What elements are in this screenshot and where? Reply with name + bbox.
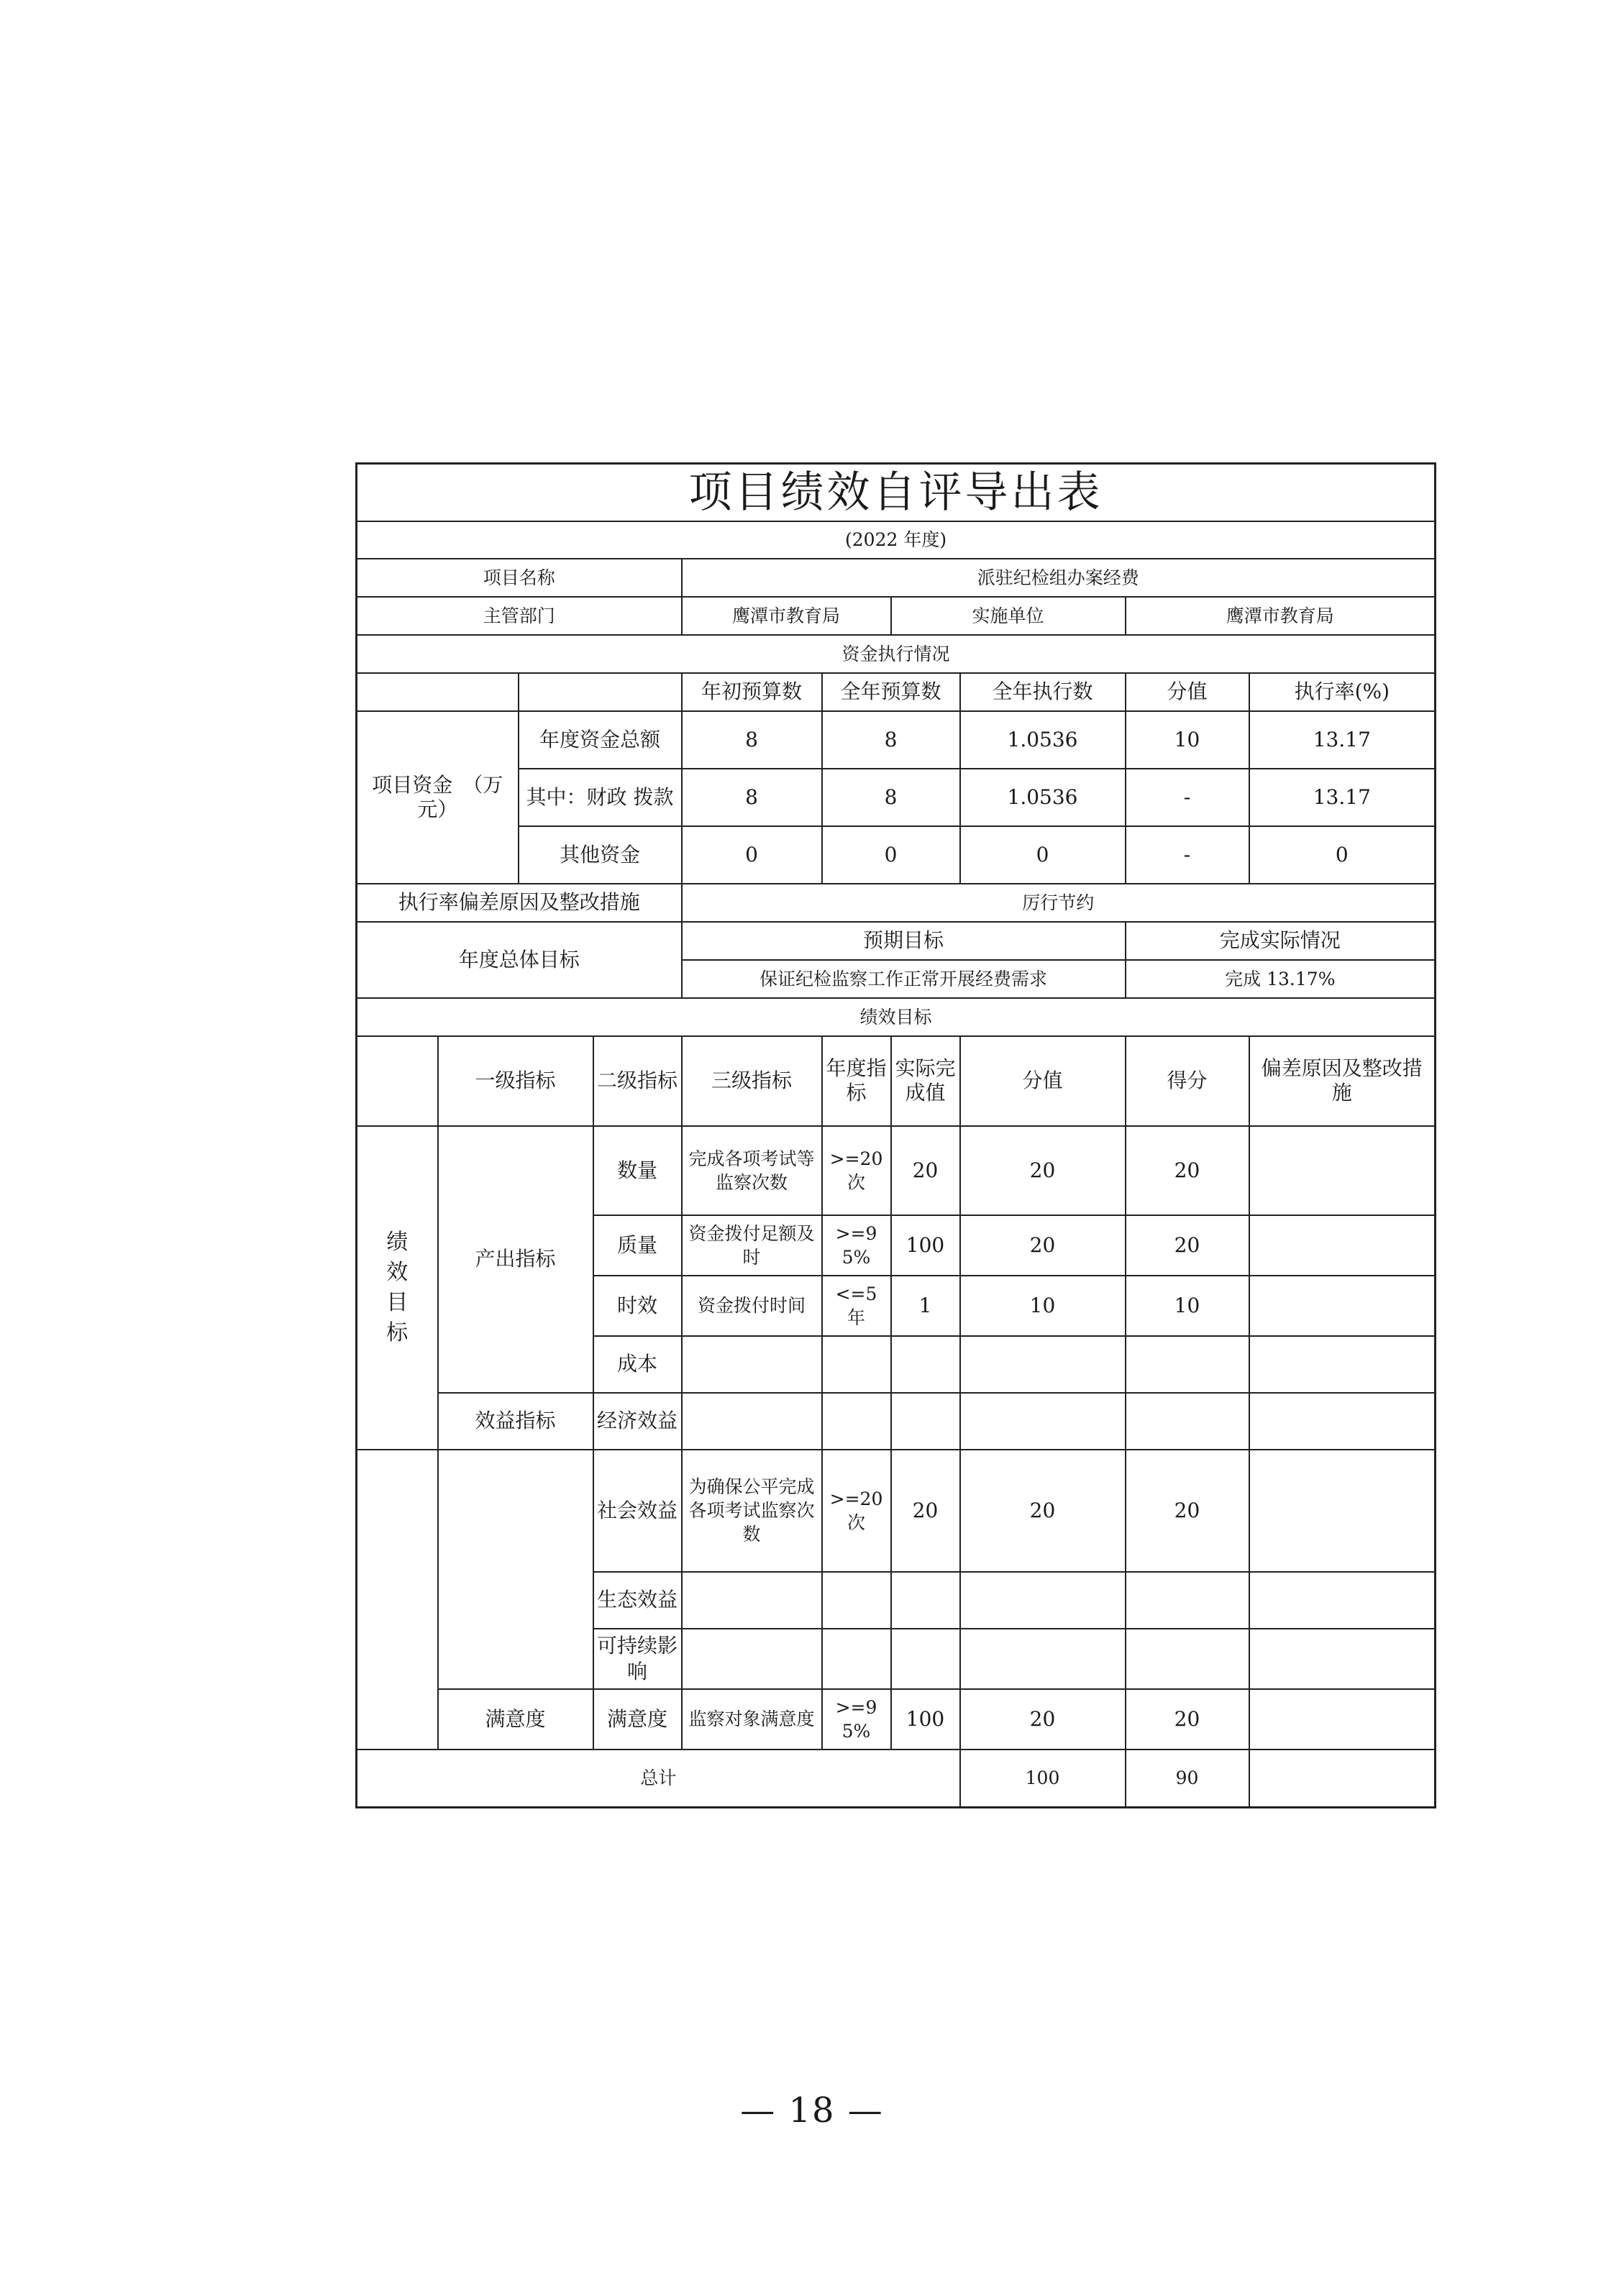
perf-target	[822, 1393, 891, 1450]
perf-note	[1249, 1215, 1436, 1276]
perf-note	[1249, 1276, 1436, 1336]
funds-header-blank	[519, 673, 682, 711]
perf-actual	[891, 1393, 960, 1450]
perf-note	[1249, 1393, 1436, 1450]
perf-l2: 经济效益	[593, 1393, 682, 1450]
perf-l3: 为确保公平完成各项考试监察次数	[682, 1450, 822, 1572]
perf-l3: 监察对象满意度	[682, 1689, 822, 1750]
perf-l3	[682, 1393, 822, 1450]
perf-target: <=5 年	[822, 1276, 891, 1336]
funds-cell: 13.17	[1249, 769, 1436, 826]
funds-cell: 13.17	[1249, 711, 1436, 769]
deviation-label: 执行率偏差原因及整改措施	[357, 884, 682, 922]
perf-l2: 成本	[593, 1336, 682, 1393]
perf-target	[822, 1336, 891, 1393]
perf-score-value	[960, 1629, 1126, 1689]
total-score: 90	[1126, 1750, 1249, 1808]
project-name-label: 项目名称	[357, 559, 682, 597]
perf-score-value	[960, 1572, 1126, 1629]
expected-goal-label: 预期目标	[682, 922, 1126, 960]
perf-l2: 时效	[593, 1276, 682, 1336]
perf-score	[1126, 1629, 1249, 1689]
funds-row-label: 年度资金总额	[519, 711, 682, 769]
funds-cell: 10	[1126, 711, 1249, 769]
funds-cell: 0	[822, 826, 960, 884]
funds-header: 分值	[1126, 673, 1249, 711]
benefit-indicator-label: 效益指标	[438, 1393, 593, 1450]
impl-unit-label: 实施单位	[891, 597, 1126, 635]
perf-note	[1249, 1689, 1436, 1750]
perf-score: 20	[1126, 1215, 1249, 1276]
funds-header: 全年预算数	[822, 673, 960, 711]
total-note	[1249, 1750, 1436, 1808]
perf-l3	[682, 1572, 822, 1629]
perf-actual	[891, 1572, 960, 1629]
perf-note	[1249, 1336, 1436, 1393]
perf-header: 偏差原因及整改措施	[1249, 1036, 1436, 1126]
perf-section-title: 绩效目标	[357, 998, 1436, 1036]
table-title: 项目绩效自评导出表	[357, 464, 1436, 521]
output-indicator-label: 产出指标	[438, 1126, 593, 1393]
annual-goal-label: 年度总体目标	[357, 922, 682, 998]
dept-value: 鹰潭市教育局	[682, 597, 891, 635]
funds-cell: 0	[960, 826, 1126, 884]
perf-l3: 资金拨付时间	[682, 1276, 822, 1336]
year-label: (2022 年度)	[357, 521, 1436, 559]
perf-header: 分值	[960, 1036, 1126, 1126]
funds-header-blank	[357, 673, 519, 711]
satisfaction-indicator-label: 满意度	[438, 1689, 593, 1750]
perf-note	[1249, 1126, 1436, 1215]
perf-score: 20	[1126, 1450, 1249, 1572]
funds-section-title: 资金执行情况	[357, 635, 1436, 673]
page-number: — 18 —	[740, 2090, 884, 2131]
perf-score-value: 20	[960, 1450, 1126, 1572]
perf-side-label: 绩效目标	[357, 1126, 438, 1450]
perf-l3	[682, 1629, 822, 1689]
perf-header: 二级指标	[593, 1036, 682, 1126]
funds-header: 执行率(%)	[1249, 673, 1436, 711]
perf-l2: 数量	[593, 1126, 682, 1215]
perf-header: 实际完成值	[891, 1036, 960, 1126]
perf-header: 得分	[1126, 1036, 1249, 1126]
perf-header-blank	[357, 1036, 438, 1126]
perf-score-value: 10	[960, 1276, 1126, 1336]
actual-status-value: 完成 13.17%	[1126, 960, 1436, 998]
perf-note	[1249, 1450, 1436, 1572]
perf-actual: 100	[891, 1215, 960, 1276]
perf-score-value	[960, 1393, 1126, 1450]
project-name-value: 派驻纪检组办案经费	[682, 559, 1436, 597]
project-funds-label: 项目资金 （万元）	[357, 711, 519, 884]
perf-actual: 100	[891, 1689, 960, 1750]
perf-target	[822, 1572, 891, 1629]
perf-target: >=95%	[822, 1215, 891, 1276]
perf-score	[1126, 1336, 1249, 1393]
perf-l2: 满意度	[593, 1689, 682, 1750]
perf-score-value: 20	[960, 1126, 1126, 1215]
perf-actual	[891, 1336, 960, 1393]
funds-cell: -	[1126, 826, 1249, 884]
perf-l2: 生态效益	[593, 1572, 682, 1629]
perf-score: 20	[1126, 1126, 1249, 1215]
perf-actual: 20	[891, 1126, 960, 1215]
total-value: 100	[960, 1750, 1126, 1808]
perf-note	[1249, 1572, 1436, 1629]
funds-cell: 8	[682, 711, 822, 769]
funds-header: 年初预算数	[682, 673, 822, 711]
perf-actual: 1	[891, 1276, 960, 1336]
funds-cell: 0	[682, 826, 822, 884]
benefit-indicator-blank	[438, 1450, 593, 1689]
funds-cell: 8	[822, 769, 960, 826]
perf-target: >=95%	[822, 1689, 891, 1750]
impl-unit-value: 鹰潭市教育局	[1126, 597, 1436, 635]
perf-target	[822, 1629, 891, 1689]
actual-status-label: 完成实际情况	[1126, 922, 1436, 960]
perf-header: 三级指标	[682, 1036, 822, 1126]
perf-l3: 完成各项考试等监察次数	[682, 1126, 822, 1215]
perf-header: 一级指标	[438, 1036, 593, 1126]
perf-score	[1126, 1393, 1249, 1450]
perf-side-blank	[357, 1450, 438, 1750]
total-label: 总计	[357, 1750, 960, 1808]
perf-l2: 质量	[593, 1215, 682, 1276]
funds-cell: 1.0536	[960, 711, 1126, 769]
funds-cell: 8	[682, 769, 822, 826]
perf-score	[1126, 1572, 1249, 1629]
perf-score: 10	[1126, 1276, 1249, 1336]
perf-score: 20	[1126, 1689, 1249, 1750]
expected-goal-value: 保证纪检监察工作正常开展经费需求	[682, 960, 1126, 998]
funds-cell: 0	[1249, 826, 1436, 884]
funds-header: 全年执行数	[960, 673, 1126, 711]
perf-target: >=20 次	[822, 1450, 891, 1572]
perf-score-value: 20	[960, 1215, 1126, 1276]
perf-l3	[682, 1336, 822, 1393]
funds-cell: 8	[822, 711, 960, 769]
dept-label: 主管部门	[357, 597, 682, 635]
perf-actual	[891, 1629, 960, 1689]
perf-l2: 可持续影响	[593, 1629, 682, 1689]
perf-actual: 20	[891, 1450, 960, 1572]
perf-score-value: 20	[960, 1689, 1126, 1750]
performance-evaluation-table	[355, 462, 1436, 1808]
funds-row-label: 其中：财政 拨款	[519, 769, 682, 826]
perf-header: 年度指标	[822, 1036, 891, 1126]
perf-l3: 资金拨付足额及时	[682, 1215, 822, 1276]
perf-note	[1249, 1629, 1436, 1689]
perf-score-value	[960, 1336, 1126, 1393]
funds-cell: -	[1126, 769, 1249, 826]
funds-row-label: 其他资金	[519, 826, 682, 884]
perf-l2: 社会效益	[593, 1450, 682, 1572]
funds-cell: 1.0536	[960, 769, 1126, 826]
deviation-value: 厉行节约	[682, 884, 1436, 922]
perf-target: >=20 次	[822, 1126, 891, 1215]
